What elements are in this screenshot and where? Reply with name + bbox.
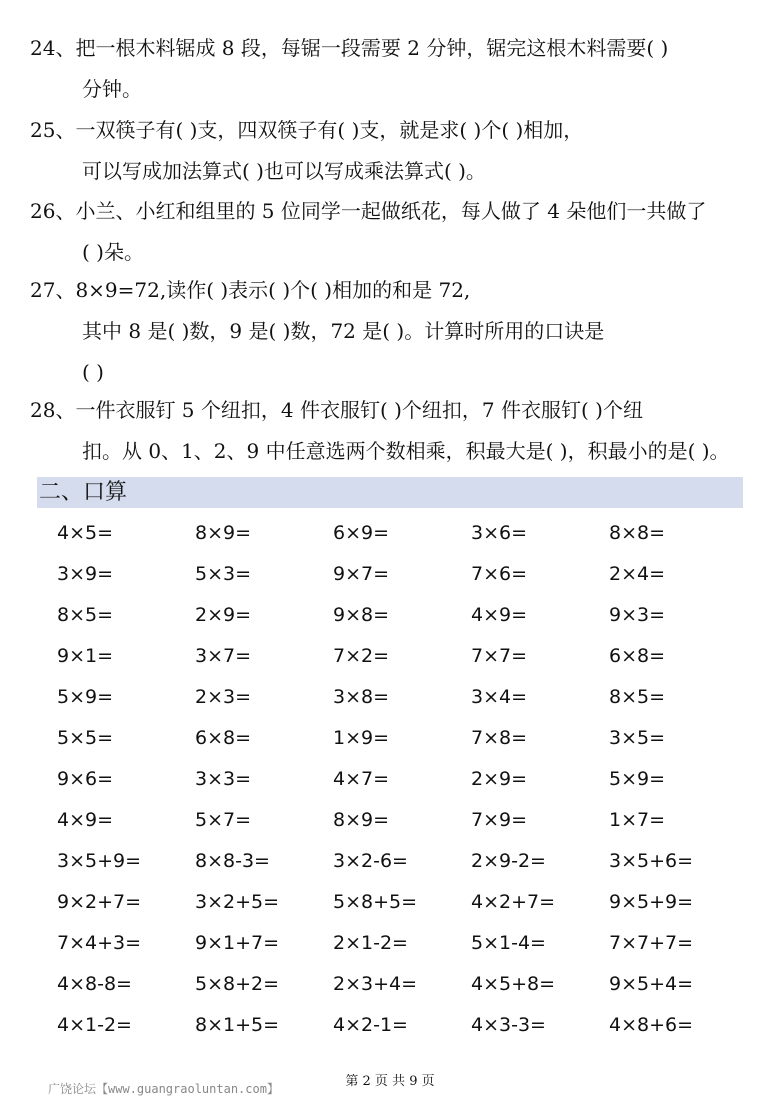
section-title: 二、口算 [39,480,128,505]
question-line: 26、小兰、小红和组里的 5 位同学一起做纸花，每人做了 4 朵他们一共做了 [30,199,707,223]
calc-item: 3×7= [195,644,252,667]
calc-item: 9×8= [333,603,390,626]
calc-item: 1×9= [333,726,390,749]
question-line: ( )朵。 [82,240,144,264]
calc-item: 7×6= [471,562,528,585]
question-line: 分钟。 [82,77,142,101]
calc-item: 3×6= [471,521,528,544]
calc-row [57,717,757,758]
calc-item: 3×5+6= [609,849,694,872]
calc-item: 7×9= [471,808,528,831]
calc-item: 8×9= [195,521,252,544]
calc-item: 5×9= [609,767,666,790]
calc-item: 4×9= [57,808,114,831]
page-number: 第 2 页 共 9 页 [345,1074,435,1089]
question-28 [30,390,755,472]
calc-item: 2×9= [471,767,528,790]
calc-item: 5×8+5= [333,890,418,913]
calc-item: 3×9= [57,562,114,585]
calc-row [57,799,757,840]
calc-row [57,676,757,717]
calc-item: 6×9= [333,521,390,544]
page-footer [0,1070,780,1096]
calc-item: 1×7= [609,808,666,831]
section-header [37,477,743,508]
calc-item: 3×5+9= [57,849,142,872]
calc-row [57,1004,757,1045]
question-line: 27、8×9=72,读作( )表示( )个( )相加的和是 72, [30,278,471,302]
calc-item: 9×1= [57,644,114,667]
calc-item: 5×9= [57,685,114,708]
calc-item: 2×1-2= [333,931,408,954]
calc-item: 7×8= [471,726,528,749]
calc-item: 5×7= [195,808,252,831]
calc-item: 5×8+2= [195,972,280,995]
calc-item: 4×9= [471,603,528,626]
calc-row [57,840,757,881]
calc-item: 2×9-2= [471,849,546,872]
calc-item: 9×6= [57,767,114,790]
calc-item: 9×5+4= [609,972,694,995]
oral-calc-grid [57,512,757,1045]
calc-item: 8×1+5= [195,1013,280,1036]
calc-item: 4×8-8= [57,972,132,995]
calc-row [57,963,757,1004]
calc-item: 7×7+7= [609,931,694,954]
question-24 [30,28,755,110]
calc-item: 2×4= [609,562,666,585]
question-line: 28、一件衣服钉 5 个纽扣，4 件衣服钉( )个纽扣，7 件衣服钉( )个纽 [30,398,643,422]
calc-item: 3×5= [609,726,666,749]
calc-item: 7×7= [471,644,528,667]
calc-item: 4×3-3= [471,1013,546,1036]
question-line: ( ) [82,360,104,384]
calc-item: 3×2+5= [195,890,280,913]
calc-item: 2×3+4= [333,972,418,995]
calc-row [57,553,757,594]
calc-item: 4×2+7= [471,890,556,913]
question-line: 25、一双筷子有( )支，四双筷子有( )支，就是求( )个( )相加， [30,118,584,142]
calc-item: 9×2+7= [57,890,142,913]
calc-item: 2×9= [195,603,252,626]
calc-item: 4×7= [333,767,390,790]
calc-item: 4×5+8= [471,972,556,995]
calc-item: 5×1-4= [471,931,546,954]
question-line: 24、把一根木料锯成 8 段，每锯一段需要 2 分钟，锯完这根木料需要( ) [30,36,669,60]
calc-row [57,635,757,676]
calc-row [57,881,757,922]
calc-item: 9×7= [333,562,390,585]
calc-item: 7×4+3= [57,931,142,954]
calc-item: 4×5= [57,521,114,544]
question-line: 其中 8 是( )数，9 是( )数，72 是( )。计算时所用的口诀是 [82,319,605,343]
calc-item: 8×8= [609,521,666,544]
calc-item: 3×4= [471,685,528,708]
question-27 [30,270,755,393]
calc-item: 9×1+7= [195,931,280,954]
question-26 [30,191,755,273]
calc-item: 7×2= [333,644,390,667]
calc-item: 8×9= [333,808,390,831]
calc-item: 8×8-3= [195,849,270,872]
calc-row [57,512,757,553]
calc-item: 3×8= [333,685,390,708]
calc-item: 5×3= [195,562,252,585]
calc-item: 9×3= [609,603,666,626]
calc-row [57,594,757,635]
calc-item: 3×3= [195,767,252,790]
calc-row [57,922,757,963]
calc-item: 3×2-6= [333,849,408,872]
calc-item: 2×3= [195,685,252,708]
calc-row [57,758,757,799]
calc-item: 4×1-2= [57,1013,132,1036]
calc-item: 9×5+9= [609,890,694,913]
watermark-text: 广饶论坛【www.guangraoluntan.com】 [48,1082,279,1096]
calc-item: 4×8+6= [609,1013,694,1036]
calc-item: 8×5= [609,685,666,708]
calc-item: 6×8= [609,644,666,667]
question-25 [30,110,755,192]
calc-item: 8×5= [57,603,114,626]
calc-item: 4×2-1= [333,1013,408,1036]
question-line: 扣。从 0、1、2、9 中任意选两个数相乘，积最大是( )，积最小的是( )。 [82,439,730,463]
calc-item: 5×5= [57,726,114,749]
calc-item: 6×8= [195,726,252,749]
question-line: 可以写成加法算式( )也可以写成乘法算式( )。 [82,159,486,183]
